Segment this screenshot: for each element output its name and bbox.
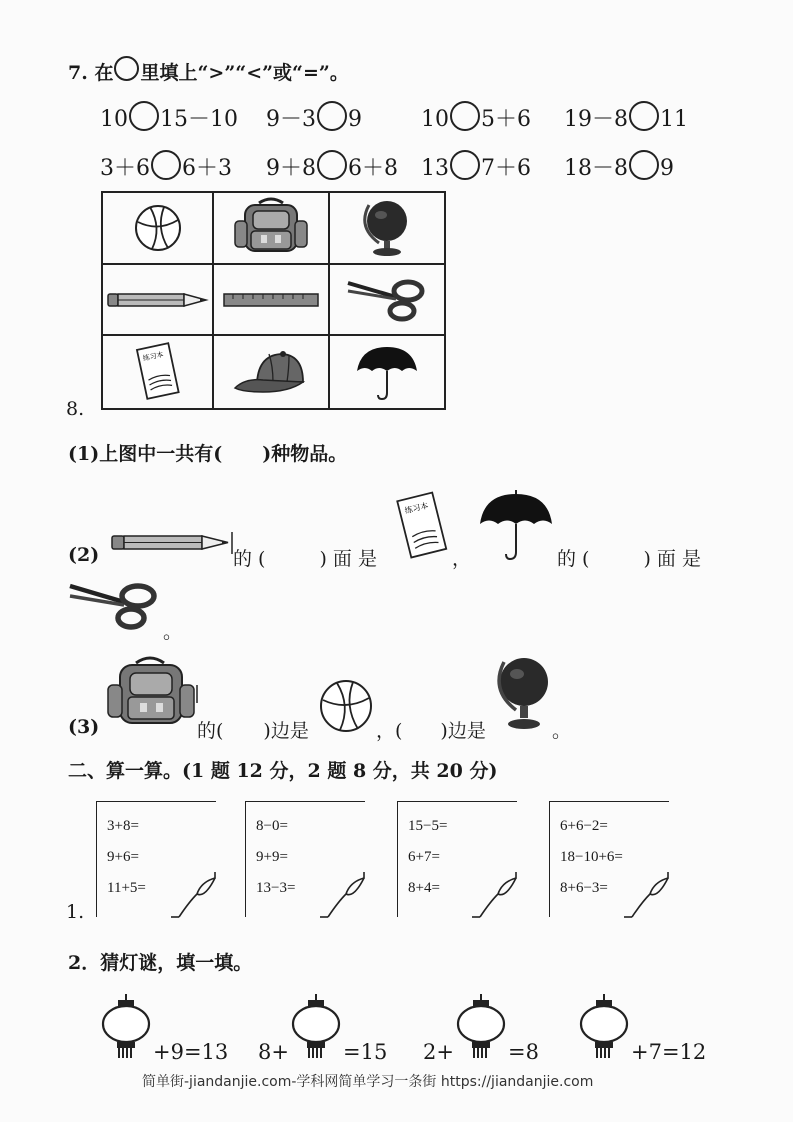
- grid-cell: [214, 265, 330, 336]
- answer-circle[interactable]: [450, 150, 480, 180]
- expr-left: 19－8: [564, 107, 628, 132]
- scissors-icon: [68, 580, 160, 632]
- sub2-text-b: ) 面 是: [319, 548, 377, 570]
- q8-sub2-part-a: [233, 544, 377, 571]
- answer-circle[interactable]: [629, 150, 659, 180]
- lantern-icon[interactable]: [578, 994, 630, 1060]
- expr-left: 9－3: [266, 107, 316, 132]
- sub1-text: (1)上图中一共有(: [68, 443, 223, 465]
- calc-line: 9+9=: [256, 849, 288, 865]
- question-7-title: [68, 56, 349, 85]
- expr-right: 7＋6: [481, 156, 531, 181]
- lantern-eq-after: =15: [343, 1040, 388, 1064]
- section-2-title: 二、算一算。(1 题 12 分，2 题 8 分，共 20 分): [68, 760, 498, 782]
- compare-item: [421, 150, 531, 182]
- compare-item: [564, 101, 688, 133]
- sub2-end: 。: [163, 621, 183, 643]
- calc-line: 15−5=: [408, 818, 448, 834]
- expr-left: 10: [421, 107, 449, 132]
- grid-cell: [103, 193, 214, 265]
- scissors-icon: [346, 277, 428, 323]
- grid-cell: [103, 265, 214, 336]
- calc-line: 9+6=: [107, 849, 139, 865]
- pencil-icon: [106, 290, 210, 310]
- expr-right: 6＋8: [348, 156, 398, 181]
- globe-icon: [359, 197, 415, 259]
- cap-icon: [233, 348, 309, 396]
- calc-line: 6+6−2=: [560, 818, 608, 834]
- lantern-icon[interactable]: [290, 994, 342, 1060]
- page-curl-icon: [320, 872, 366, 918]
- lantern-icon[interactable]: [455, 994, 507, 1060]
- lantern-eq-after: +7=12: [631, 1040, 707, 1064]
- sub2-text-c: 的 (: [557, 548, 590, 570]
- compare-item: [421, 101, 531, 133]
- lantern-eq-after: +9=13: [153, 1040, 229, 1064]
- compare-item: [564, 150, 674, 182]
- calc-card: [397, 801, 517, 917]
- expr-left: 3＋6: [100, 156, 150, 181]
- section-2-q1-number: 1.: [66, 901, 85, 923]
- footer-watermark: 简单街-jiandanjie.com-学科网简单学习一条街 https://jiandanjie.com: [142, 1074, 594, 1090]
- calc-line: 8+4=: [408, 880, 440, 896]
- lantern-icon[interactable]: [100, 994, 152, 1060]
- calc-line: 13−3=: [256, 880, 296, 896]
- ruler-icon: [223, 292, 319, 308]
- sub2-text-a: 的 (: [233, 548, 266, 570]
- sub3-text-b: )边是: [263, 720, 309, 742]
- sub2-comma: ，: [452, 548, 472, 570]
- expr-right: 15－10: [160, 107, 238, 132]
- grid-cell: [103, 336, 214, 408]
- compare-item: [100, 101, 238, 133]
- calc-line: 8+6−3=: [560, 880, 608, 896]
- expr-left: 18－8: [564, 156, 628, 181]
- compare-item: [266, 150, 398, 182]
- calc-card: [96, 801, 216, 917]
- sub2-text-d: ) 面 是: [643, 548, 701, 570]
- sub3-text-a: 的(: [197, 720, 224, 742]
- instruction-text: 里填上“>”“<”或“=”。: [140, 62, 349, 84]
- instruction-text: 在: [94, 62, 114, 84]
- expr-right: 5＋6: [481, 107, 531, 132]
- page-curl-icon: [171, 872, 217, 918]
- lantern-eq-before: 8+: [258, 1040, 289, 1064]
- sub1-tail: )种物品。: [262, 443, 348, 465]
- answer-circle[interactable]: [129, 101, 159, 131]
- answer-circle[interactable]: [317, 150, 347, 180]
- question-number: 7.: [68, 62, 88, 84]
- sub3-text-c: )边是: [440, 720, 486, 742]
- calc-line: 3+8=: [107, 818, 139, 834]
- answer-circle[interactable]: [317, 101, 347, 131]
- book-label: 练习本: [403, 501, 430, 516]
- grid-cell: [330, 193, 444, 265]
- lantern-eq-after: =8: [508, 1040, 539, 1064]
- sub3-label: (3): [68, 716, 100, 738]
- calc-card: [245, 801, 365, 917]
- pencil-icon: [110, 530, 234, 556]
- calc-card: [549, 801, 669, 917]
- grid-cell: [214, 193, 330, 265]
- globe-icon: [494, 654, 550, 734]
- question-8-number: 8.: [66, 398, 85, 420]
- sub3-comma: ，(: [376, 720, 403, 742]
- exercise-book-icon: [396, 490, 448, 562]
- grid-cell: [330, 265, 444, 336]
- sub3-end: 。: [552, 720, 572, 742]
- basketball-icon: [132, 202, 184, 254]
- compare-item: [100, 150, 232, 182]
- expr-left: 13: [421, 156, 449, 181]
- expr-right: 9: [348, 107, 362, 132]
- compare-item: [266, 101, 362, 133]
- expr-right: 6＋3: [182, 156, 232, 181]
- expr-left: 9＋8: [266, 156, 316, 181]
- calc-line: 18−10+6=: [560, 849, 623, 865]
- lantern-eq-before: 2+: [423, 1040, 454, 1064]
- page-curl-icon: [472, 872, 518, 918]
- page-curl-icon: [624, 872, 670, 918]
- answer-circle[interactable]: [450, 101, 480, 131]
- grid-cell: [214, 336, 330, 408]
- book-label: 练习本: [141, 350, 164, 363]
- q8-sub2-part-b: [557, 544, 701, 571]
- basketball-icon: [318, 678, 374, 734]
- backpack-icon: [104, 655, 200, 731]
- backpack-icon: [231, 197, 311, 259]
- umbrella-icon: [355, 343, 419, 401]
- umbrella-icon: [478, 488, 554, 562]
- items-grid: [101, 191, 446, 410]
- calc-line: 6+7=: [408, 849, 440, 865]
- answer-circle-icon: [114, 56, 139, 81]
- answer-circle[interactable]: [151, 150, 181, 180]
- section-2-q2-title: 2．猜灯谜，填一填。: [68, 952, 253, 974]
- calc-line: 8−0=: [256, 818, 288, 834]
- q8-sub3-part-a: [197, 716, 309, 743]
- calc-line: 11+5=: [107, 880, 146, 896]
- q8-sub3-part-b: [376, 716, 486, 743]
- expr-left: 10: [100, 107, 128, 132]
- expr-right: 9: [660, 156, 674, 181]
- answer-circle[interactable]: [629, 101, 659, 131]
- exercise-book-icon: [134, 342, 182, 402]
- grid-cell: [330, 336, 444, 408]
- q8-sub1: [68, 439, 347, 466]
- sub2-label: (2): [68, 544, 100, 566]
- expr-right: 11: [660, 107, 688, 132]
